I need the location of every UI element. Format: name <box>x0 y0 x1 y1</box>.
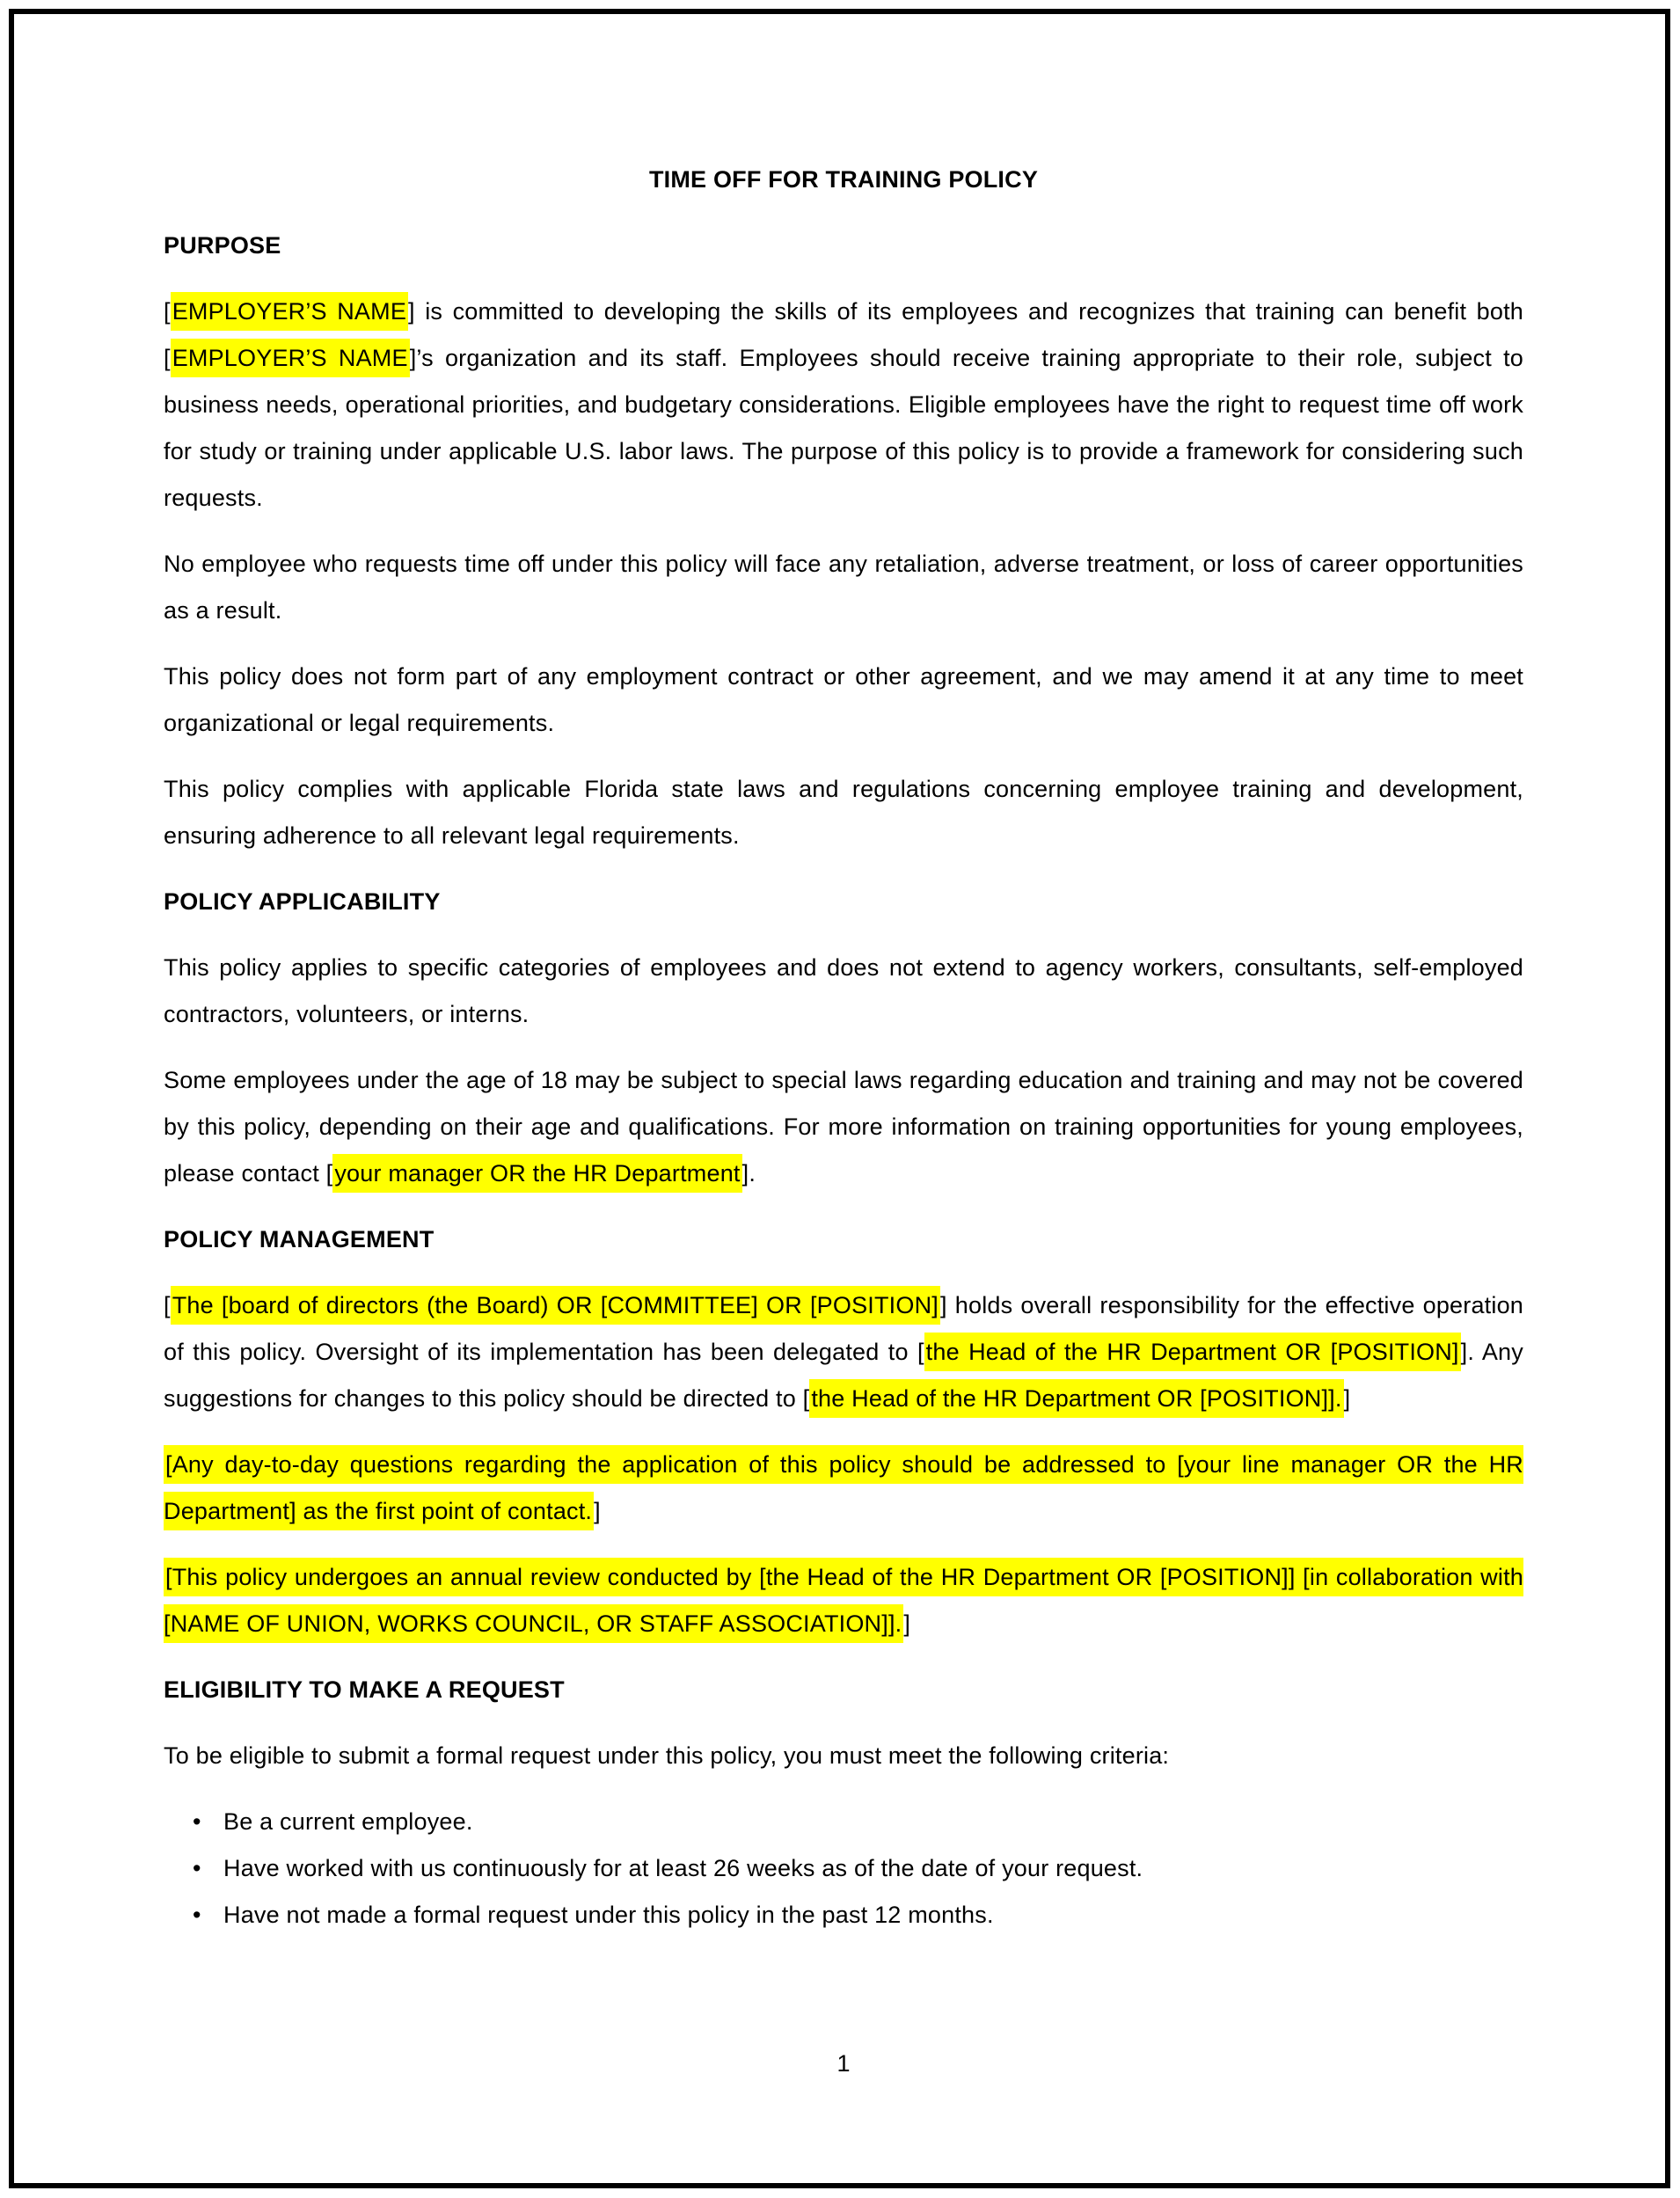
text-run: [ <box>164 298 171 325</box>
paragraph-management-3 <box>164 1554 1523 1647</box>
paragraph-management-2 <box>164 1442 1523 1535</box>
bullet-icon: • <box>193 1855 201 1881</box>
bullet-icon: • <box>193 1902 201 1928</box>
paragraph-purpose-3 <box>164 654 1523 747</box>
heading-purpose: PURPOSE <box>164 232 281 259</box>
paragraph-eligibility-intro <box>164 1733 1523 1779</box>
heading-eligibility: ELIGIBILITY TO MAKE A REQUEST <box>164 1676 565 1703</box>
highlighted-placeholder-text: the Head of the HR Department OR [POSITION] <box>924 1333 1461 1371</box>
document-title: TIME OFF FOR TRAINING POLICY <box>648 166 1039 193</box>
text-run: To be eligible to submit a formal request under this policy, you must meet the following criteria: <box>164 1742 1170 1769</box>
paragraph-purpose-2 <box>164 541 1523 634</box>
text-run: ] <box>903 1610 911 1637</box>
list-item <box>164 1892 1523 1939</box>
bullet-icon: • <box>193 1808 201 1835</box>
paragraph-applicability-1 <box>164 945 1523 1038</box>
paragraph-purpose-1 <box>164 288 1523 522</box>
text-run: This policy does not form part of any employment contract or other agreement, and we may amend it at any time to meet organizational or legal requirements. <box>164 663 1523 736</box>
text-run: [ <box>164 1292 171 1318</box>
list-item <box>164 1845 1523 1892</box>
text-run: This policy complies with applicable Florida state laws and regulations concerning employee training and development, ensuring adherence to all relevant legal requirements. <box>164 776 1523 849</box>
highlighted-placeholder-text: [Any day-to-day questions regarding the application of this policy should be addressed to [your line manager OR the HR Department] as the first point of contact. <box>164 1445 1523 1530</box>
highlighted-placeholder-text: [This policy undergoes an annual review conducted by [the Head of the HR Department OR [POSITION]] [in collaboration with [NAME OF UNION, WORKS COUNCIL, OR STAFF ASSOCIATION]]. <box>164 1558 1523 1643</box>
heading-policy-management: POLICY MANAGEMENT <box>164 1226 435 1252</box>
highlighted-placeholder-text: EMPLOYER’S NAME <box>171 339 410 377</box>
list-item-text: Have not made a formal request under this policy in the past 12 months. <box>223 1902 994 1928</box>
document-content <box>164 0 1523 1939</box>
highlighted-placeholder-text: The [board of directors (the Board) OR [COMMITTEE] OR [POSITION] <box>171 1286 940 1325</box>
highlighted-placeholder-text: the Head of the HR Department OR [POSITION]]. <box>809 1379 1343 1418</box>
highlighted-placeholder-text: your manager OR the HR Department <box>332 1154 741 1193</box>
text-run: ] <box>594 1498 601 1524</box>
text-run: ]’s organization and its staff. Employees should receive training appropriate to their role, subject to business needs, operational priorities, and budgetary considerations. Eligible employees have the right to request time off work for study or training under applicable U.S. labor laws. The purpose of this policy is to provide a framework for considering such requests. <box>164 345 1524 511</box>
highlighted-placeholder-text: EMPLOYER’S NAME <box>171 292 408 331</box>
text-run: ]. Any suggestions for changes to this policy should be directed to [ <box>164 1339 1523 1412</box>
text-run: No employee who requests time off under this policy will face any retaliation, adverse treatment, or loss of career opportunities as a result. <box>164 551 1523 624</box>
text-run: Some employees under the age of 18 may be subject to special laws regarding education and training and may not be covered by this policy, depending on their age and qualifications. For more information on training opportunities for young employees, please contact [ <box>164 1067 1523 1187</box>
text-run: ] is committed to developing the skills of its employees and recognizes that training can benefit both [ <box>164 298 1523 371</box>
list-item-text: Have worked with us continuously for at least 26 weeks as of the date of your request. <box>223 1855 1143 1881</box>
paragraph-management-1 <box>164 1282 1523 1422</box>
text-run: ] <box>1343 1385 1351 1412</box>
paragraph-purpose-4 <box>164 766 1523 859</box>
text-run: This policy applies to specific categories of employees and does not extend to agency workers, consultants, self-employed contractors, volunteers, or interns. <box>164 954 1523 1027</box>
text-run: ]. <box>741 1160 756 1187</box>
list-item-text: Be a current employee. <box>223 1808 473 1835</box>
bullet-list <box>164 1799 1523 1939</box>
paragraph-applicability-2 <box>164 1057 1523 1197</box>
list-item <box>164 1799 1523 1845</box>
heading-policy-applicability: POLICY APPLICABILITY <box>164 888 441 915</box>
page-number: 1 <box>836 2050 851 2077</box>
text-run: ] holds overall responsibility for the effective operation of this policy. Oversight of its implementation has been delegated to [ <box>164 1292 1523 1365</box>
